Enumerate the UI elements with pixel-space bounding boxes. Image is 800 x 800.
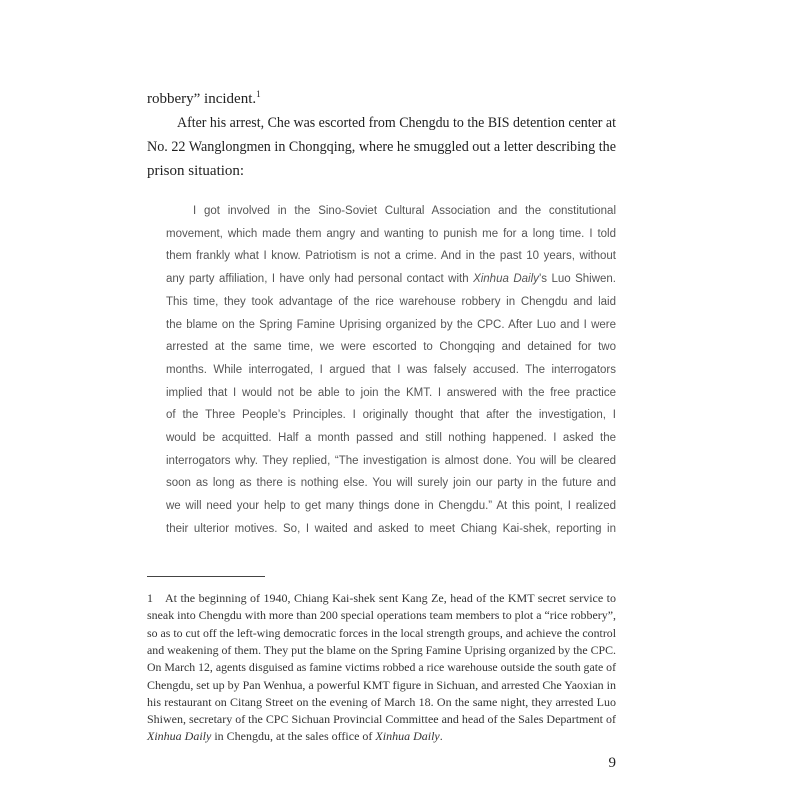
text-run: of the Three People’s Principles. I originally thought that after the investigation, I	[166, 409, 616, 422]
quote-line	[166, 474, 616, 492]
text-run: prison situation:	[147, 163, 245, 179]
text-run: them frankly what I know. Patriotism is not a crime. And in the past 10 years, without	[166, 250, 616, 263]
text-run: their ulterior motives. So, I waited and asked to meet Chiang Kai-shek, reporting in	[166, 522, 616, 535]
text-run: his restaurant on Citang Street on the evening of March 18. On the same night, they arrested Luo	[147, 694, 616, 709]
text-run: interrogators why. They replied, “The investigation is almost done. You will be cleared	[166, 454, 616, 467]
text-run: movement, which made them angry and wanting to punish me for a long time. I told	[166, 227, 616, 240]
line-text	[147, 712, 616, 727]
fn-line	[147, 729, 616, 744]
body-line	[147, 161, 616, 182]
fn-line	[147, 678, 616, 693]
footnote-separator	[147, 576, 265, 577]
fn-line	[147, 591, 616, 606]
quote-line	[166, 247, 616, 265]
line-text	[147, 678, 616, 693]
text-run: would be acquitted. Half a month passed and still nothing happened. I asked the	[166, 432, 616, 444]
quote-line	[166, 293, 616, 311]
fn-line	[147, 712, 616, 727]
quote-line	[166, 361, 616, 379]
page-number: 9	[608, 755, 616, 771]
text-run: so as to cut off the left-wing democratic forces in the local strength groups, and achieve the control	[147, 625, 616, 640]
text-run: No. 22 Wanglongmen in Chongqing, where he smuggled out a letter describing the	[147, 139, 616, 155]
italic-title: Xinhua Daily	[375, 729, 440, 744]
line-text	[147, 660, 616, 675]
text-run: .	[439, 729, 443, 744]
footnote-reference[interactable]: 1	[256, 89, 261, 99]
body-line	[147, 137, 616, 158]
line-text	[147, 626, 616, 641]
line-text	[147, 137, 616, 158]
text-run: soon as long as there is nothing else. You will surely join our party in the future and	[166, 477, 616, 490]
quote-line	[166, 429, 616, 447]
line-text	[177, 113, 616, 134]
quote-line	[166, 384, 616, 402]
quote-line	[166, 225, 616, 243]
text-run: After his arrest, Che was escorted from Chengdu to the BIS detention center at	[177, 115, 616, 131]
text-run: months. While interrogated, I argued that I was falsely accused. The interrogators	[166, 363, 616, 376]
quote-line	[166, 406, 616, 424]
text-run: I got involved in the Sino-Soviet Cultural Association and the constitutional	[193, 205, 616, 217]
text-run: arrested at the same time, we were escorted to Chongqing and detained for two	[166, 341, 616, 354]
text-run: On March 12, agents disguised as famine victims robbed a rice warehouse outside the south gate of	[147, 660, 616, 675]
text-run: robbery” incident.	[147, 91, 257, 107]
line-text	[147, 643, 616, 658]
text-run: in Chengdu, at the sales office of	[211, 729, 376, 744]
quote-line	[166, 270, 616, 288]
fn-line	[147, 660, 616, 675]
body-line	[147, 89, 616, 110]
fn-line	[147, 626, 616, 641]
quote-line	[166, 316, 616, 334]
quote-line	[166, 520, 616, 538]
quote-line	[193, 202, 616, 220]
text-run: ’s Luo Shiwen.	[538, 273, 616, 286]
text-run: the blame on the Spring Famine Uprising organized by the CPC. After Luo and I were	[166, 318, 616, 331]
text-run: implied that I would not be able to join the KMT. I answered with the free practice	[166, 386, 616, 399]
text-run: Shiwen, secretary of the CPC Sichuan Provincial Committee and head of the Sales Department of	[147, 712, 616, 727]
fn-line	[147, 695, 616, 710]
body-line	[177, 113, 616, 134]
text-run: Chengdu, set up by Pan Wenhua, a powerful KMT figure in Sichuan, and arrested Che Yaoxian in	[147, 677, 616, 692]
line-text	[147, 608, 616, 623]
italic-title: Xinhua Daily	[147, 729, 212, 744]
text-run: This time, they took advantage of the rice warehouse robbery in Chengdu and laid	[166, 295, 616, 308]
quote-line	[166, 497, 616, 515]
text-run: and weakening of them. They put the blame on the Spring Famine Uprising organized by the CPC.	[147, 642, 616, 657]
quote-line	[166, 338, 616, 356]
text-run: sneak into Chengdu with more than 200 special operations team members to plot a “rice robbery”,	[147, 608, 616, 623]
fn-line	[147, 608, 616, 623]
text-run: 1 At the beginning of 1940, Chiang Kai-shek sent Kang Ze, head of the KMT secret service to	[147, 591, 616, 605]
text-run: we will need your help to get many things done in Chengdu.” At this point, I realized	[166, 500, 616, 513]
fn-line	[147, 643, 616, 658]
italic-title: Xinhua Daily	[473, 273, 539, 286]
text-run: any party affiliation, I have only had personal contact with	[166, 273, 474, 286]
quote-line	[166, 452, 616, 470]
